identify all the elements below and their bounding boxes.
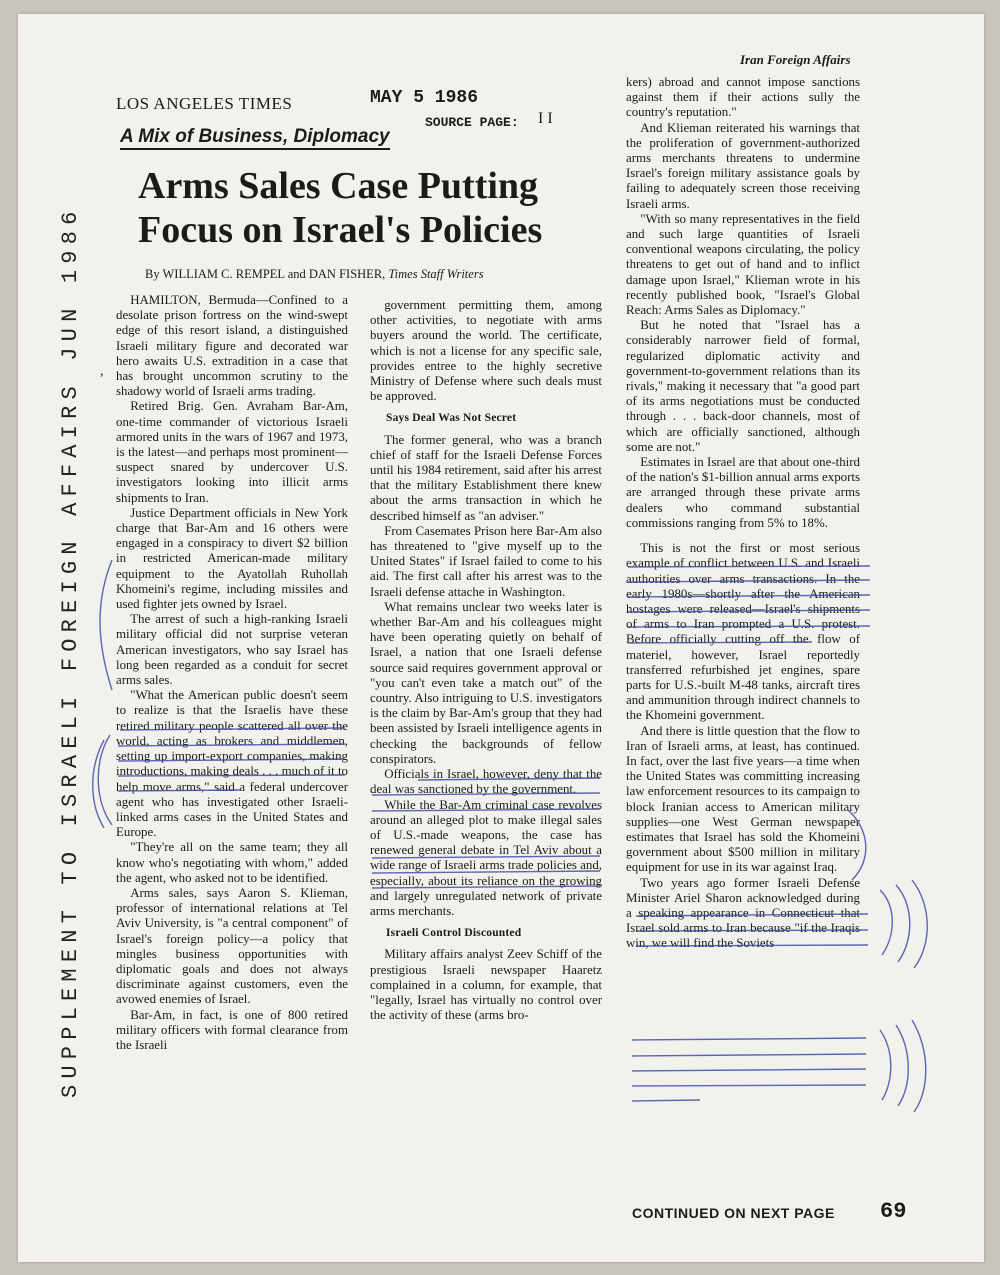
- byline-authors: By WILLIAM C. REMPEL and DAN FISHER,: [145, 267, 386, 281]
- paragraph: HAMILTON, Bermuda—Confined to a desolate prison fortress on the wind-swept edge of this resort island, a distinguished Israeli military figure and decorated war hero awaits U.S. extradition in a case that has brought uncommon scrutiny to the shadowy world of Israeli arms trading.: [116, 293, 348, 399]
- subhead: Israeli Control Discounted: [386, 927, 522, 940]
- newspaper-masthead: LOS ANGELES TIMES: [116, 94, 293, 113]
- paragraph: "What the American public doesn't seem to realize is that the Israelis have these retired military people scattered all over the world, acting as brokers and middlemen, setting up import-export companies, making introductions, making deals . . . much of it to help move arms," said a federal undercover agent who has investigated other Israeli-linked arms cases in the United States and Europe.: [116, 688, 348, 840]
- paragraph: Arms sales, says Aaron S. Klieman, professor of international relations at Tel Aviv University, is "a central component" of Israel's foreign policy—a policy that mingles business opportunities with diplomatic goals and does not always discriminate against customers, even the avowed enemies of Israel.: [116, 885, 348, 1007]
- source-page-number: I I: [538, 110, 553, 127]
- paragraph: kers) abroad and cannot impose sanctions against them if their actions sully the country's reputation.": [626, 75, 860, 120]
- paragraph: While the Bar-Am criminal case revolves around an alleged plot to make illegal sales of U.S.-made weapons, the case has renewed general debate in Tel Aviv about a wide range of Israeli arms trade policies and, especially, about its reliance on the growing and largely unregulated network of private arms merchants.: [370, 797, 602, 918]
- continued-notice: CONTINUED ON NEXT PAGE: [632, 1205, 835, 1221]
- paragraph: "With so many representatives in the field and such large quantities of Israeli conventional weapons circulating, the policy threatens to get out of hand and to inflict damage upon Israel," Klieman wrote in his recently published book, "Israel's Global Reach: Arms Sales as Diplomacy.": [626, 211, 860, 318]
- section-tag: Iran Foreign Affairs: [740, 52, 851, 67]
- article-kicker: A Mix of Business, Diplomacy: [120, 126, 390, 150]
- paragraph: Justice Department officials in New York charge that Bar-Am and 16 others were engaged in a conspiracy to divert $2 billion in restricted American-made military equipment to the Ayatollah Ruhollah Khomeini's regime, including missiles and used fighter jets owned by Israel.: [116, 505, 348, 612]
- article-column-3: [626, 75, 860, 952]
- paragraph: And Klieman reiterated his warnings that the proliferation of government-authorized arms merchants threatens to undermine Israel's foreign military assistance goals by failing to adequately screen those receiving Israeli arms.: [626, 120, 860, 211]
- paragraph: Estimates in Israel are that about one-third of the nation's $1-billion annual arms exports are arranged through these private arms dealers who command substantial commissions ranging from 5% to 18%.: [626, 455, 860, 530]
- paragraph: What remains unclear two weeks later is whether Bar-Am and his colleagues might have been operating quietly on behalf of Israel, a nation that one Israeli defense source said requires government approval or "you can't even take a match out" of the country. Also intriguing to U.S. investigators is the claim by Bar-Am's group that they had been assisted by Israeli intelligence agents in checking the backgrounds of fellow conspirators.: [370, 599, 602, 766]
- paragraph-gap: [626, 531, 860, 541]
- paragraph: From Casemates Prison here Bar-Am also has threatened to "give myself up to the United States" if Israel failed to come to his aid. The first call after his arrest was to the Israeli defense attache in Washington.: [370, 523, 602, 599]
- paragraph: Two years ago former Israeli Defense Minister Ariel Sharon acknowledged during a speaking appearance in Connecticut that Israel sold arms to Iran because "if the Iraqis win, we will find the Soviets: [626, 875, 860, 951]
- paragraph: The former general, who was a branch chief of staff for the Israeli Defense Forces until his 1984 retirement, said after his arrest that the military Establishment there knew about the arms transaction in which he described himself as "an adviser.": [370, 432, 602, 523]
- paragraph: And there is little question that the flow to Iran of Israeli arms, at least, has continued. In fact, over the last five years—a time when the United States was committing increasing law enforcement resources to its campaign to block Iranian access to American military supplies—one West German newspaper estimates that Israel has sold the Khomeini government about $500 million in military equipment for use in its war against Iraq.: [626, 723, 860, 875]
- paragraph: Retired Brig. Gen. Avraham Bar-Am, one-time commander of victorious Israeli armored units in the wars of 1967 and 1973, is the latest—and perhaps most prominent—suspect snared by undercover U.S. investigators looking into illicit arms shipments to Iran.: [116, 399, 348, 505]
- supplement-vertical-label: SUPPLEMENT TO ISRAELI FOREIGN AFFAIRS JUN 1986: [58, 205, 83, 1098]
- date-stamp: MAY 5 1986: [370, 88, 479, 108]
- paragraph: This is not the first or most serious example of conflict between U.S. and Israeli authorities over arms transactions. In the early 1980s—shortly after the American hostages were released—Israel's shipments of arms to Iran prompted a U.S. protest. Before officially cutting off the flow of materiel, however, Israel reportedly transferred refurbished jet engines, spare parts for U.S.-built M-48 tanks, aircraft tires and ammunition through indirect channels to the Khomeini government.: [626, 541, 860, 723]
- paragraph: Bar-Am, in fact, is one of 800 retired military officers with formal clearance from the Israeli: [116, 1007, 348, 1052]
- subhead: Says Deal Was Not Secret: [386, 412, 517, 425]
- paragraph: "They're all on the same team; they all know who's negotiating with whom," added the agent, who asked not to be identified.: [116, 840, 348, 885]
- margin-tick-mark: ,: [100, 364, 104, 379]
- article-headline: Arms Sales Case Putting Focus on Israel's Policies: [138, 165, 543, 251]
- paragraph: But he noted that "Israel has a considerably narrower field of formal, regularized diplomatic activity and government-to-government relations than its rivals," making it necessary that "a good part of its arms negotiations must be conducted through . . . back-door channels, most of which are officially sanctioned, although some are not.": [626, 318, 860, 454]
- source-page-stamp: SOURCE PAGE:: [425, 115, 519, 130]
- article-column-1: [116, 293, 348, 1053]
- paragraph: The arrest of such a high-ranking Israeli military official did not surprise veteran American investigators, who say Israel has long been regarded as a conduit for secret arms sales.: [116, 612, 348, 688]
- article-byline: [145, 267, 484, 282]
- paragraph: government permitting them, among other activities, to negotiate with arms buyers around the world. The certificate, which is not a license for any specific sale, provides entree to the highly secretive Ministry of Defense where such deals must be approved.: [370, 298, 602, 404]
- paragraph: Officials in Israel, however, deny that the deal was sanctioned by the government.: [370, 767, 602, 797]
- byline-staff: Times Staff Writers: [388, 267, 484, 281]
- paragraph: Military affairs analyst Zeev Schiff of the prestigious Israeli newspaper Haaretz complained in a column, for example, that "legally, Israel has virtually no control over the activity of these (arms bro-: [370, 947, 602, 1023]
- article-column-2: [370, 298, 602, 1023]
- page-number: 69: [880, 1199, 907, 1224]
